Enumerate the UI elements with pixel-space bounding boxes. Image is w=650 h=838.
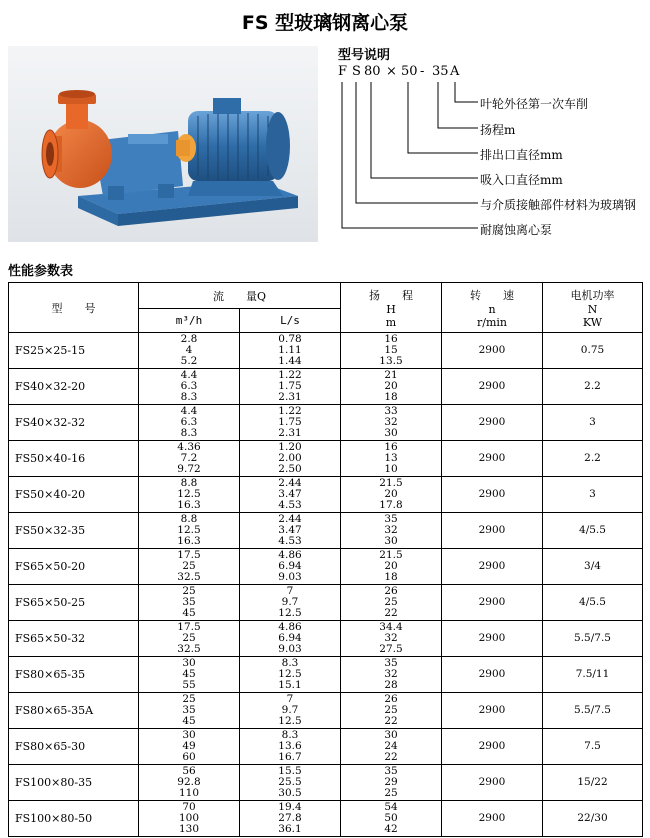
cell-power: 2.2 xyxy=(543,369,643,405)
cell-head-value: 34.4 xyxy=(379,621,403,633)
cell-model: FS50×32-35 xyxy=(9,513,139,549)
cell-power: 5.5/7.5 xyxy=(543,621,643,657)
cell-flow-m3h xyxy=(139,369,240,405)
cell-head xyxy=(341,477,442,513)
cell-head xyxy=(341,657,442,693)
code-part-s: S xyxy=(352,64,361,79)
header-head xyxy=(341,283,442,333)
cell-flow-ls-value: 25.5 xyxy=(278,776,302,788)
header-speed-label: 转 速 xyxy=(470,288,514,302)
cell-flow-ls-value: 1.22 xyxy=(278,369,302,381)
cell-flow-m3h-value: 7.2 xyxy=(180,452,198,464)
cell-model: FS65×50-20 xyxy=(9,549,139,585)
cell-flow-ls xyxy=(240,621,341,657)
header-head-unit: m xyxy=(385,315,397,329)
cell-flow-m3h-value: 32.5 xyxy=(177,643,201,655)
cell-power: 4/5.5 xyxy=(543,513,643,549)
cell-flow-m3h-value: 6.3 xyxy=(180,416,198,428)
cell-flow-ls-value: 2.31 xyxy=(278,427,302,439)
cell-power: 7.5/11 xyxy=(543,657,643,693)
callout-inlet xyxy=(371,82,478,178)
callout-trim xyxy=(455,82,478,102)
header-speed xyxy=(442,283,543,333)
cell-head-value: 32 xyxy=(384,524,398,536)
note-outlet: 排出口直径mm xyxy=(480,148,563,162)
cell-flow-ls xyxy=(240,585,341,621)
cell-head-value: 21.5 xyxy=(379,477,403,489)
cell-flow-ls-value: 4.86 xyxy=(278,549,302,561)
header-speed-unit: r/min xyxy=(477,315,507,329)
cell-power: 15/22 xyxy=(543,765,643,801)
cell-flow-m3h-value: 45 xyxy=(182,715,196,727)
cell-flow-m3h xyxy=(139,621,240,657)
cell-speed: 2900 xyxy=(442,441,543,477)
cell-head-value: 26 xyxy=(384,693,398,705)
cell-flow-ls-value: 15.1 xyxy=(278,679,302,691)
cell-flow-ls-value: 9.7 xyxy=(281,704,299,716)
callout-type xyxy=(342,82,478,228)
cell-model: FS40×32-20 xyxy=(9,369,139,405)
cell-speed: 2900 xyxy=(442,693,543,729)
cell-head-value: 22 xyxy=(384,751,398,763)
cell-flow-ls-value: 4.86 xyxy=(278,621,302,633)
code-part-f: F xyxy=(338,64,348,79)
cell-flow-ls-value: 8.3 xyxy=(281,729,299,741)
note-material: 与介质接触部件材料为玻璃钢 xyxy=(480,198,637,212)
cell-head-value: 32 xyxy=(384,632,398,644)
cell-flow-ls-value: 15.5 xyxy=(278,765,302,777)
cell-flow-ls xyxy=(240,657,341,693)
cell-flow-m3h-value: 70 xyxy=(182,801,196,813)
cell-flow-m3h-value: 4.36 xyxy=(177,441,201,453)
cell-flow-ls-value: 1.75 xyxy=(278,380,302,392)
cell-head-value: 16 xyxy=(384,333,398,345)
cell-head-value: 24 xyxy=(384,740,398,752)
callout-outlet xyxy=(408,82,478,153)
header-power-label: 电机功率 xyxy=(570,288,615,302)
cell-flow-m3h-value: 8.3 xyxy=(180,427,198,439)
note-trim: 叶轮外径第一次车削 xyxy=(480,97,589,111)
cell-flow-m3h-value: 49 xyxy=(182,740,196,752)
cell-flow-ls-value: 16.7 xyxy=(278,751,302,763)
cell-flow-m3h-value: 4.4 xyxy=(180,405,198,417)
cell-flow-ls-value: 1.11 xyxy=(278,344,302,356)
cell-flow-ls-value: 7 xyxy=(286,585,294,597)
table-row xyxy=(9,513,643,549)
cell-flow-ls-value: 1.20 xyxy=(278,441,302,453)
cell-flow-ls-value: 12.5 xyxy=(278,607,302,619)
cell-flow-m3h-value: 35 xyxy=(182,704,196,716)
cell-flow-m3h-value: 25 xyxy=(182,632,196,644)
table-row xyxy=(9,585,643,621)
table-row xyxy=(9,729,643,765)
cell-flow-m3h-value: 25 xyxy=(182,560,196,572)
cell-speed: 2900 xyxy=(442,801,543,837)
cell-head-value: 16 xyxy=(384,441,398,453)
cell-head xyxy=(341,405,442,441)
note-inlet: 吸入口直径mm xyxy=(480,173,563,187)
note-type: 耐腐蚀离心泵 xyxy=(480,223,553,237)
cell-flow-ls-value: 13.6 xyxy=(278,740,302,752)
cell-speed: 2900 xyxy=(442,369,543,405)
cell-flow-ls-value: 6.94 xyxy=(278,632,302,644)
cell-head-value: 25 xyxy=(384,704,398,716)
cell-flow-ls xyxy=(240,801,341,837)
cell-speed: 2900 xyxy=(442,585,543,621)
callout-head xyxy=(438,82,478,128)
cell-flow-ls-value: 8.3 xyxy=(281,657,299,669)
table-row xyxy=(9,621,643,657)
cell-speed: 2900 xyxy=(442,657,543,693)
cell-head-value: 13.5 xyxy=(379,355,403,367)
cell-speed: 2900 xyxy=(442,333,543,369)
cell-flow-m3h-value: 17.5 xyxy=(177,549,201,561)
cell-model: FS65×50-32 xyxy=(9,621,139,657)
table-row xyxy=(9,549,643,585)
cell-speed: 2900 xyxy=(442,513,543,549)
cell-flow-m3h xyxy=(139,477,240,513)
cell-head-value: 20 xyxy=(384,488,398,500)
cell-flow-m3h-value: 5.2 xyxy=(180,355,198,367)
cell-model: FS100×80-35 xyxy=(9,765,139,801)
cell-flow-m3h-value: 55 xyxy=(182,679,196,691)
callout-material xyxy=(356,82,478,203)
cell-head-value: 15 xyxy=(384,344,398,356)
cell-power: 5.5/7.5 xyxy=(543,693,643,729)
cell-head-value: 20 xyxy=(384,380,398,392)
cell-head xyxy=(341,369,442,405)
cell-head-value: 29 xyxy=(384,776,398,788)
performance-heading: 性能参数表 xyxy=(8,264,74,279)
cell-head-value: 27.5 xyxy=(379,643,403,655)
cell-flow-ls-value: 2.44 xyxy=(278,513,302,525)
cell-flow-m3h-value: 9.72 xyxy=(177,463,201,475)
header-speed-symbol: n xyxy=(488,302,496,316)
cell-flow-ls-value: 9.03 xyxy=(278,571,302,583)
cell-flow-m3h-value: 17.5 xyxy=(177,621,201,633)
cell-power: 4/5.5 xyxy=(543,585,643,621)
header-flow-m3h: m³/h xyxy=(139,309,240,333)
table-row xyxy=(9,405,643,441)
cell-head-value: 32 xyxy=(384,416,398,428)
cell-head-value: 35 xyxy=(384,513,398,525)
code-part-inlet: 80 xyxy=(364,64,381,79)
cell-head-value: 50 xyxy=(384,812,398,824)
cell-head-value: 17.8 xyxy=(379,499,403,511)
cell-flow-m3h-value: 4.4 xyxy=(180,369,198,381)
cell-flow-m3h-value: 25 xyxy=(182,693,196,705)
cell-model: FS80×65-30 xyxy=(9,729,139,765)
cell-flow-m3h-value: 4 xyxy=(185,344,193,356)
cell-flow-ls-value: 19.4 xyxy=(278,801,302,813)
performance-table xyxy=(8,282,643,837)
cell-flow-ls xyxy=(240,477,341,513)
cell-model: FS25×25-15 xyxy=(9,333,139,369)
cell-flow-m3h-value: 8.3 xyxy=(180,391,198,403)
code-part-trim: A xyxy=(450,64,460,79)
cell-head-value: 21.5 xyxy=(379,549,403,561)
cell-head xyxy=(341,549,442,585)
cell-head-value: 35 xyxy=(384,765,398,777)
cell-model: FS65×50-25 xyxy=(9,585,139,621)
header-head-symbol: H xyxy=(386,302,396,316)
cell-flow-ls-value: 6.94 xyxy=(278,560,302,572)
cell-flow-ls xyxy=(240,369,341,405)
header-power xyxy=(543,283,643,333)
cell-flow-m3h-value: 32.5 xyxy=(177,571,201,583)
cell-flow-m3h xyxy=(139,585,240,621)
header-flow: 流 量Q xyxy=(139,283,341,309)
cell-flow-m3h-value: 6.3 xyxy=(180,380,198,392)
cell-head-value: 33 xyxy=(384,405,398,417)
cell-head xyxy=(341,801,442,837)
cell-flow-m3h-value: 35 xyxy=(182,596,196,608)
cell-power: 3 xyxy=(543,405,643,441)
cell-flow-m3h-value: 60 xyxy=(182,751,196,763)
cell-flow-ls xyxy=(240,405,341,441)
cell-flow-ls-value: 1.44 xyxy=(278,355,302,367)
cell-flow-ls-value: 12.5 xyxy=(278,715,302,727)
header-power-unit: KW xyxy=(582,315,603,329)
cell-flow-ls xyxy=(240,333,341,369)
cell-head-value: 25 xyxy=(384,787,398,799)
cell-flow-ls-value: 1.22 xyxy=(278,405,302,417)
performance-table-body xyxy=(9,333,643,837)
header-head-label: 扬 程 xyxy=(369,288,413,302)
cell-flow-m3h-value: 92.8 xyxy=(177,776,201,788)
cell-flow-ls-value: 30.5 xyxy=(278,787,302,799)
cell-power: 2.2 xyxy=(543,441,643,477)
table-row xyxy=(9,477,643,513)
cell-flow-ls-value: 2.50 xyxy=(278,463,302,475)
cell-flow-m3h xyxy=(139,765,240,801)
cell-head-value: 10 xyxy=(384,463,398,475)
cell-head-value: 18 xyxy=(384,571,398,583)
cell-model: FS80×65-35A xyxy=(9,693,139,729)
cell-flow-ls-value: 9.03 xyxy=(278,643,302,655)
cell-power: 7.5 xyxy=(543,729,643,765)
cell-flow-m3h-value: 45 xyxy=(182,607,196,619)
cell-flow-m3h xyxy=(139,549,240,585)
cell-speed: 2900 xyxy=(442,621,543,657)
cell-model: FS50×40-16 xyxy=(9,441,139,477)
cell-speed: 2900 xyxy=(442,405,543,441)
cell-flow-ls-value: 12.5 xyxy=(278,668,302,680)
cell-head-value: 32 xyxy=(384,668,398,680)
cell-head-value: 22 xyxy=(384,607,398,619)
cell-flow-ls-value: 4.53 xyxy=(278,535,302,547)
cell-head-value: 26 xyxy=(384,585,398,597)
table-row xyxy=(9,801,643,837)
cell-head-value: 21 xyxy=(384,369,398,381)
cell-head-value: 35 xyxy=(384,657,398,669)
cell-head-value: 13 xyxy=(384,452,398,464)
cell-power: 22/30 xyxy=(543,801,643,837)
cell-flow-ls xyxy=(240,693,341,729)
cell-flow-m3h xyxy=(139,657,240,693)
cell-flow-m3h-value: 110 xyxy=(178,787,200,799)
cell-flow-ls xyxy=(240,513,341,549)
model-explanation-heading: 型号说明 xyxy=(338,48,391,63)
table-row xyxy=(9,657,643,693)
cell-speed: 2900 xyxy=(442,549,543,585)
cell-head-value: 30 xyxy=(384,729,398,741)
cell-speed: 2900 xyxy=(442,477,543,513)
code-part-outlet: 50 xyxy=(401,64,418,79)
code-part-dash: - xyxy=(420,64,425,79)
cell-flow-m3h-value: 16.3 xyxy=(177,535,201,547)
cell-model: FS40×32-32 xyxy=(9,405,139,441)
cell-speed: 2900 xyxy=(442,765,543,801)
cell-head-value: 28 xyxy=(384,679,398,691)
cell-head xyxy=(341,513,442,549)
cell-flow-ls xyxy=(240,765,341,801)
header-model: 型 号 xyxy=(9,283,139,333)
cell-flow-m3h-value: 45 xyxy=(182,668,196,680)
cell-head xyxy=(341,585,442,621)
cell-power: 3/4 xyxy=(543,549,643,585)
cell-flow-ls-value: 27.8 xyxy=(278,812,302,824)
cell-model: FS100×80-50 xyxy=(9,801,139,837)
table-row xyxy=(9,369,643,405)
cell-flow-m3h-value: 2.8 xyxy=(180,333,198,345)
cell-head-value: 25 xyxy=(384,596,398,608)
cell-flow-ls-value: 4.53 xyxy=(278,499,302,511)
cell-flow-m3h-value: 100 xyxy=(178,812,200,824)
table-row xyxy=(9,441,643,477)
cell-flow-m3h-value: 130 xyxy=(178,823,200,835)
cell-head xyxy=(341,729,442,765)
table-row xyxy=(9,333,643,369)
cell-speed: 2900 xyxy=(442,729,543,765)
page-title: FS 型玻璃钢离心泵 xyxy=(241,12,409,34)
cell-head-value: 30 xyxy=(384,535,398,547)
cell-flow-m3h xyxy=(139,333,240,369)
code-part-times: × xyxy=(386,64,397,79)
header-flow-ls: L/s xyxy=(240,309,341,333)
cell-power: 0.75 xyxy=(543,333,643,369)
cell-flow-ls-value: 1.75 xyxy=(278,416,302,428)
cell-flow-ls-value: 3.47 xyxy=(278,488,302,500)
cell-flow-m3h xyxy=(139,441,240,477)
cell-flow-m3h xyxy=(139,801,240,837)
table-row xyxy=(9,693,643,729)
cell-flow-m3h xyxy=(139,513,240,549)
cell-flow-ls xyxy=(240,441,341,477)
cell-flow-m3h-value: 12.5 xyxy=(177,488,201,500)
cell-head-value: 54 xyxy=(384,801,398,813)
cell-head xyxy=(341,333,442,369)
cell-flow-m3h-value: 30 xyxy=(182,657,196,669)
cell-flow-ls-value: 7 xyxy=(286,693,294,705)
cell-flow-ls xyxy=(240,549,341,585)
note-head: 扬程m xyxy=(480,123,516,137)
cell-head-value: 30 xyxy=(384,427,398,439)
cell-flow-m3h-value: 16.3 xyxy=(177,499,201,511)
cell-flow-m3h-value: 56 xyxy=(182,765,196,777)
cell-flow-m3h-value: 25 xyxy=(182,585,196,597)
cell-flow-m3h-value: 30 xyxy=(182,729,196,741)
cell-flow-m3h-value: 8.8 xyxy=(180,477,198,489)
cell-flow-ls-value: 36.1 xyxy=(278,823,302,835)
cell-power: 3 xyxy=(543,477,643,513)
cell-flow-m3h xyxy=(139,405,240,441)
table-row xyxy=(9,765,643,801)
cell-flow-m3h xyxy=(139,693,240,729)
cell-flow-ls-value: 2.31 xyxy=(278,391,302,403)
cell-head-value: 20 xyxy=(384,560,398,572)
cell-flow-ls-value: 2.44 xyxy=(278,477,302,489)
cell-head xyxy=(341,765,442,801)
cell-head-value: 42 xyxy=(384,823,398,835)
cell-head-value: 22 xyxy=(384,715,398,727)
cell-flow-ls xyxy=(240,729,341,765)
cell-flow-ls-value: 0.78 xyxy=(278,333,302,345)
cell-flow-ls-value: 9.7 xyxy=(281,596,299,608)
cell-flow-m3h xyxy=(139,729,240,765)
cell-flow-ls-value: 3.47 xyxy=(278,524,302,536)
cell-head xyxy=(341,693,442,729)
cell-head xyxy=(341,621,442,657)
cell-model: FS50×40-20 xyxy=(9,477,139,513)
cell-head xyxy=(341,441,442,477)
cell-flow-m3h-value: 8.8 xyxy=(180,513,198,525)
header-power-symbol: N xyxy=(587,302,598,316)
cell-flow-ls-value: 2.00 xyxy=(278,452,302,464)
cell-head-value: 18 xyxy=(384,391,398,403)
code-part-head: 35 xyxy=(432,64,449,79)
cell-flow-m3h-value: 12.5 xyxy=(177,524,201,536)
cell-model: FS80×65-35 xyxy=(9,657,139,693)
